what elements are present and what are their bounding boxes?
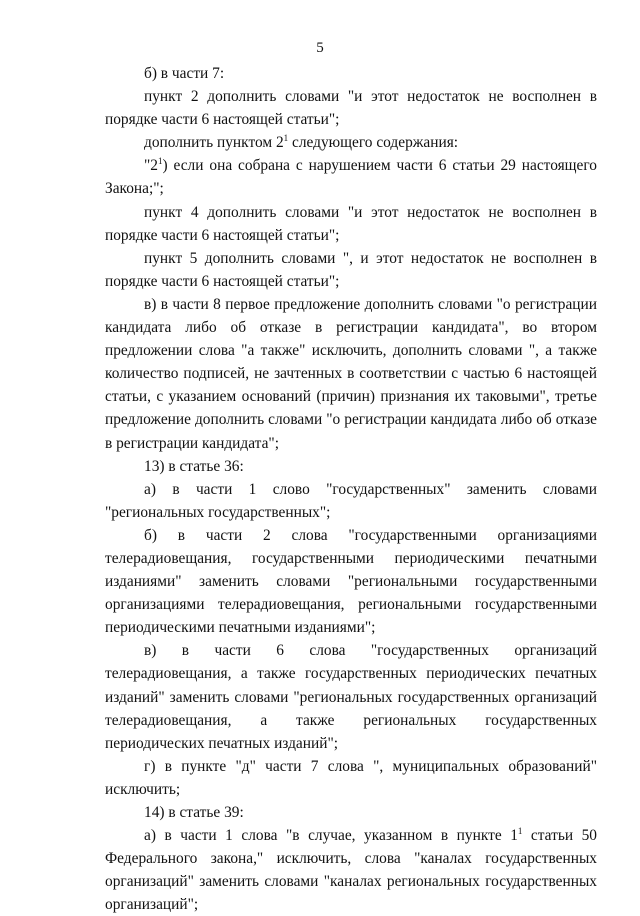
paragraph-text: "2: [144, 157, 158, 175]
paragraph-text: а) в части 1 слово "государственных" заменить словами "региональных государственных";: [105, 480, 597, 521]
paragraph-article-36: [105, 455, 597, 478]
paragraph-text: 14) в статье 39:: [144, 804, 244, 821]
paragraph-v-part-6: [105, 639, 597, 754]
paragraph-point-2: [105, 85, 597, 131]
superscript-index: 1: [283, 133, 289, 144]
paragraph-v-part-8: [105, 293, 597, 455]
paragraph-add-point-2-1: [105, 131, 597, 154]
paragraph-text: статьи 50 Федерального закона," исключить, слова "каналах государственных организаций" заменить словами "каналах региональных государственных организаций";: [105, 827, 597, 914]
paragraph-a-part-1-article-39: [105, 824, 597, 916]
paragraph-text: г) в пункте "д" части 7 слова ", муниципальных образований" исключить;: [105, 757, 597, 798]
paragraph-text: дополнить пунктом 2: [144, 134, 284, 152]
paragraph-point-5: [105, 247, 597, 293]
document-body: [105, 62, 597, 916]
paragraph-text: следующего содержания:: [288, 134, 459, 152]
paragraph-point-2-1-text: [105, 154, 597, 200]
paragraph-g-part-7: [105, 755, 597, 801]
paragraph-text: в) в части 8 первое предложение дополнить словами "о регистрации кандидата либо об отказе в регистрации кандидата", во втором предложении слова "а также" исключить, дополнить словами ", а также количество подписей, не зачтенных в соответствии с частью 6 настоящей статьи, с указанием оснований (причин) признания их таковыми", третье предложение дополнить словами "о регистрации кандидата либо об отказе в регистрации кандидата";: [105, 295, 597, 452]
paragraph-a-part-1: [105, 478, 597, 524]
paragraph-text: в) в части 6 слова "государственных организаций телерадиовещания, а также государственных периодических печатных изданий" заменить словами "региональных государственных организаций телерадиовещания, а также региональных государственных периодических печатных изданий";: [105, 642, 597, 752]
paragraph-article-39: [105, 801, 597, 824]
paragraph-text: пункт 2 дополнить словами "и этот недостаток не восполнен в порядке части 6 настоящей статьи";: [105, 88, 597, 129]
paragraph-text: ) если она собрана с нарушением части 6 статьи 29 настоящего Закона;";: [105, 157, 597, 198]
paragraph-b-part-2: [105, 524, 597, 639]
paragraph-text: пункт 4 дополнить словами "и этот недостаток не восполнен в порядке части 6 настоящей статьи";: [105, 203, 597, 244]
paragraph-text: а) в части 1 слова "в случае, указанном в пункте 1: [144, 827, 518, 845]
paragraph-point-4: [105, 201, 597, 247]
paragraph-b-part-7: [105, 62, 597, 85]
paragraph-text: б) в части 7:: [144, 65, 225, 82]
paragraph-text: б) в части 2 слова "государственными организациями телерадиовещания, государственными периодическими печатными изданиями" заменить словами "региональными государственными организациями телерадиовещания, региональными государственными периодическими печатными изданиями";: [105, 526, 597, 637]
paragraph-text: пункт 5 дополнить словами ", и этот недостаток не восполнен в порядке части 6 настоящей статьи";: [105, 249, 597, 290]
superscript-index: 1: [157, 156, 163, 167]
paragraph-text: 13) в статье 36:: [144, 457, 244, 475]
page-number: 5: [316, 40, 324, 56]
superscript-index: 1: [517, 826, 523, 837]
